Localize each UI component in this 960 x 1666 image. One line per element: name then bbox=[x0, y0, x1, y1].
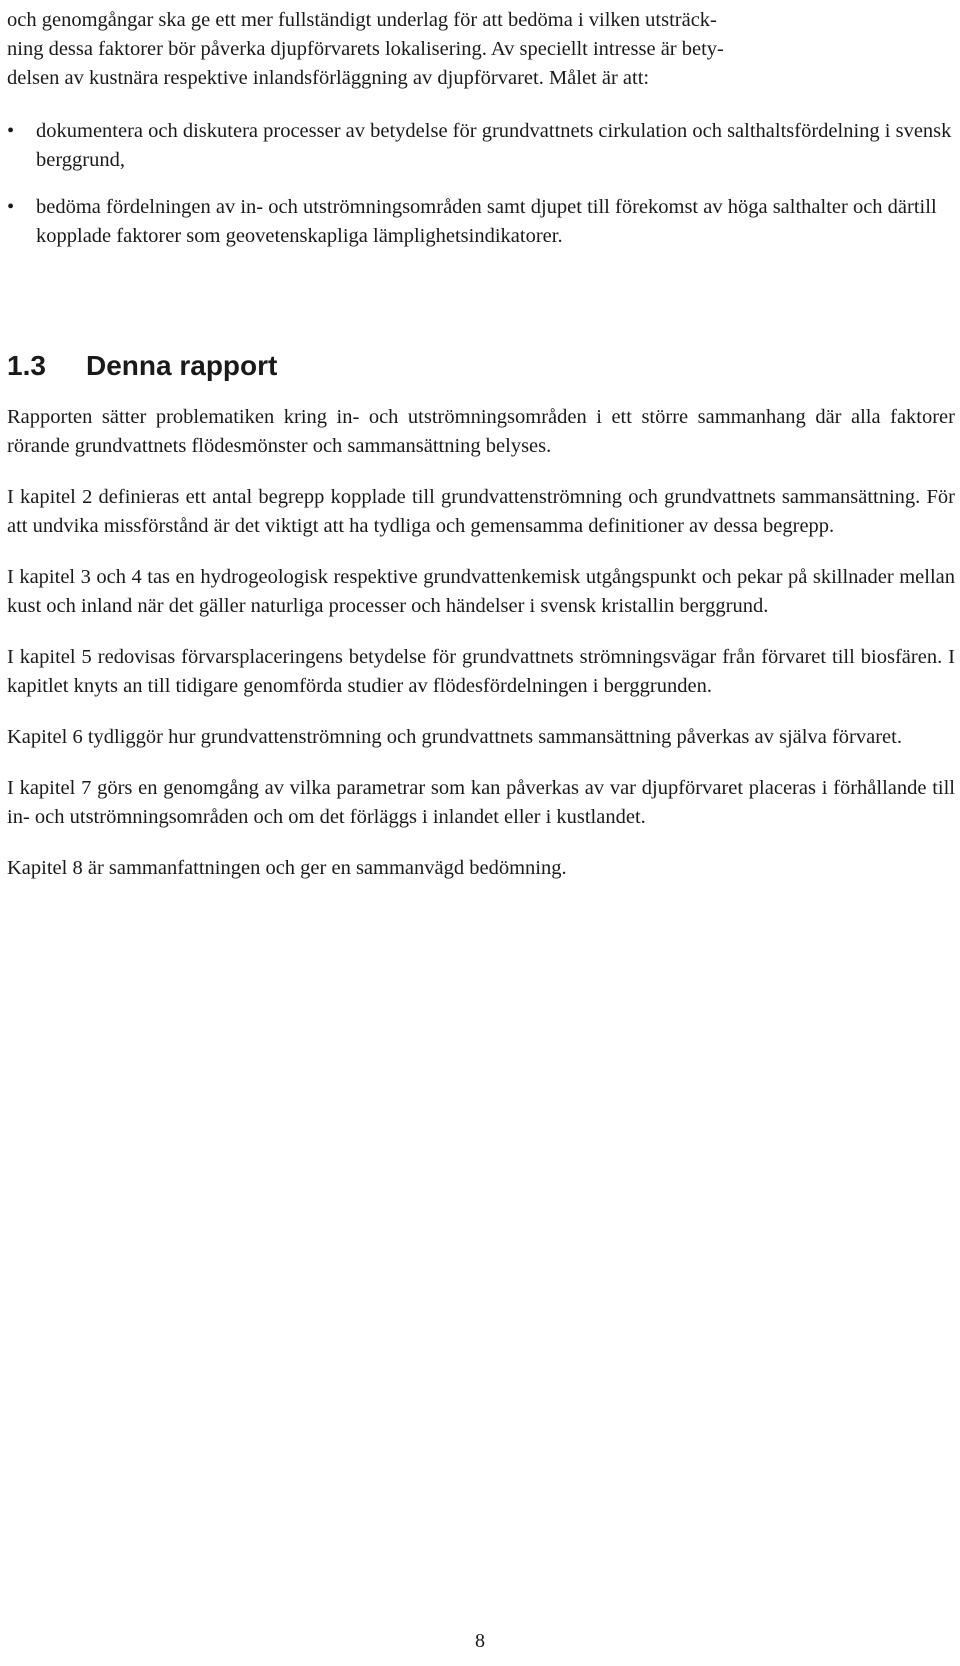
section-heading bbox=[7, 349, 955, 383]
list-item-text: dokumentera och diskutera processer av betydelse för grundvattnets cirkulation och salthaltsfördelning i svensk berggrund, bbox=[36, 120, 952, 171]
section-number: 1.3 bbox=[7, 350, 46, 381]
list-item-text: bedöma fördelningen av in- och utströmningsområden samt djupet till förekomst av höga salthalter och därtill kopplade faktorer som geovetenskapliga lämplighetsindikatorer. bbox=[36, 196, 937, 247]
body-paragraph: Kapitel 8 är sammanfattningen och ger en sammanvägd bedömning. bbox=[7, 857, 567, 879]
intro-line-1: och genomgångar ska ge ett mer fullständigt underlag för att bedöma i vilken utsträck- bbox=[7, 9, 717, 31]
goals-list bbox=[7, 117, 955, 251]
list-item bbox=[7, 193, 955, 251]
body-paragraph: Kapitel 6 tydliggör hur grundvattenströmning och grundvattnets sammansättning påverkas av själva förvaret. bbox=[7, 726, 902, 748]
intro-paragraph bbox=[7, 6, 955, 93]
list-item bbox=[7, 117, 955, 175]
section-body bbox=[7, 403, 955, 883]
body-paragraph: Rapporten sätter problematiken kring in- och utströmningsområden i ett större sammanhang där alla faktorer rörande grundvattnets flödesmönster och sammansättning belyses. bbox=[7, 406, 955, 457]
intro-line-2: ning dessa faktorer bör påverka djupförvarets lokalisering. Av speciellt intresse är bety- bbox=[7, 38, 724, 60]
document-page bbox=[7, 0, 955, 905]
body-paragraph: I kapitel 2 definieras ett antal begrepp kopplade till grundvattenströmning och grundvattnets sammansättning. För att undvika missförstånd är det viktigt att ha tydliga och gemensamma definitioner av dessa begrepp. bbox=[7, 486, 955, 537]
body-paragraph: I kapitel 3 och 4 tas en hydrogeologisk respektive grundvattenkemisk utgångspunkt och pekar på skillnader mellan kust och inland när det gäller naturliga processer och händelser i svensk kristallin berggrund. bbox=[7, 566, 955, 617]
body-paragraph: I kapitel 7 görs en genomgång av vilka parametrar som kan påverkas av var djupförvaret placeras i förhållande till in- och utströmningsområden och om det förläggs i inlandet eller i kustlandet. bbox=[7, 777, 955, 828]
section-title: Denna rapport bbox=[86, 350, 278, 381]
bullet-marker: • bbox=[7, 120, 15, 142]
page-number: 8 bbox=[475, 1630, 485, 1652]
bullet-marker: • bbox=[7, 196, 15, 218]
intro-line-3: delsen av kustnära respektive inlandsförläggning av djupförvaret. Målet är att: bbox=[7, 67, 650, 89]
body-paragraph: I kapitel 5 redovisas förvarsplaceringens betydelse för grundvattnets strömningsvägar från förvaret till biosfären. I kapitlet knyts an till tidigare genomförda studier av flödesfördelningen i berggrunden. bbox=[7, 646, 955, 697]
